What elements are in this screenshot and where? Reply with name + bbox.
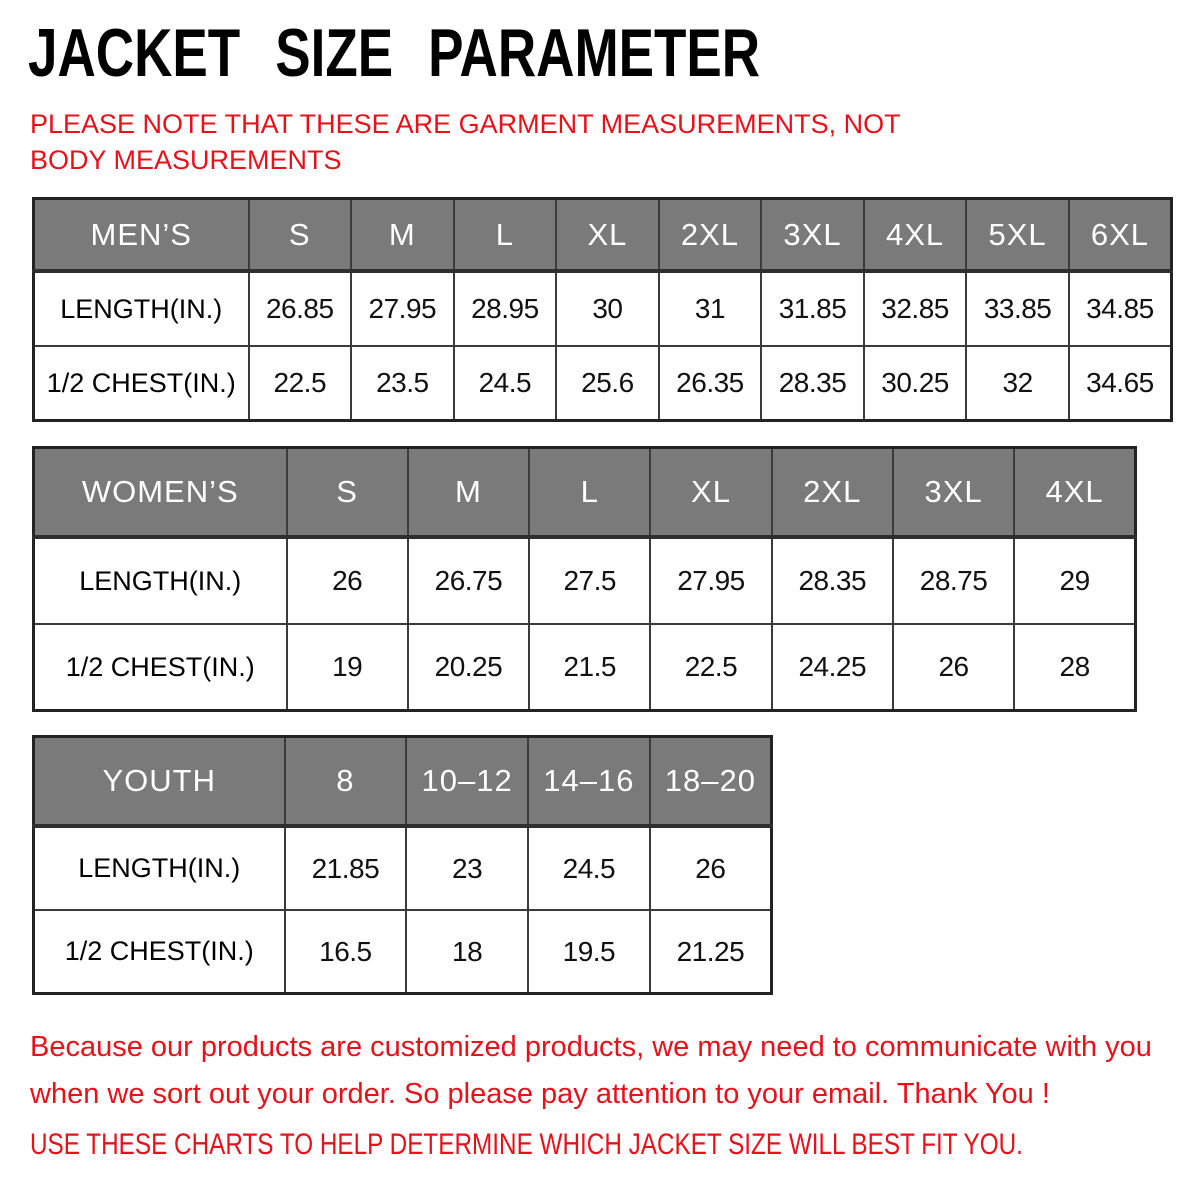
youth-header-row — [34, 737, 772, 827]
size-column-header: 10–12 — [406, 737, 528, 827]
row-label: 1/2 CHEST(IN.) — [34, 910, 285, 994]
size-column-header: L — [454, 199, 557, 272]
size-value-cell: 24.5 — [454, 346, 557, 421]
size-value-cell: 27.95 — [351, 271, 454, 346]
size-value-cell: 16.5 — [285, 910, 407, 994]
size-column-header: 2XL — [659, 199, 762, 272]
customization-note: Because our products are customized products, we may need to communicate with you when we sort out your order. So please pay attention to your email. Thank You ! — [30, 1031, 1152, 1110]
garment-measurement-note: PLEASE NOTE THAT THESE ARE GARMENT MEASUREMENTS, NOT BODY MEASUREMENTS — [30, 109, 901, 176]
size-column-header: S — [287, 448, 408, 538]
size-value-cell: 21.85 — [285, 826, 407, 910]
table-row — [34, 624, 1136, 711]
size-value-cell: 27.5 — [529, 537, 650, 624]
size-value-cell: 25.6 — [556, 346, 659, 421]
youth-size-table-grid — [32, 735, 773, 995]
mens-size-table — [32, 197, 1173, 422]
size-value-cell: 26 — [650, 826, 772, 910]
size-value-cell: 28.35 — [772, 537, 893, 624]
size-value-cell: 32.85 — [864, 271, 967, 346]
size-column-header: S — [249, 199, 352, 272]
size-value-cell: 34.65 — [1069, 346, 1172, 421]
youth-size-table — [32, 735, 773, 995]
row-label: LENGTH(IN.) — [34, 537, 287, 624]
size-value-cell: 19 — [287, 624, 408, 711]
size-value-cell: 30 — [556, 271, 659, 346]
size-column-header: 18–20 — [650, 737, 772, 827]
page-title: JACKET SIZE PARAMETER — [28, 15, 761, 91]
womens-size-table — [32, 446, 1137, 712]
table-row — [34, 826, 772, 910]
size-value-cell: 21.5 — [529, 624, 650, 711]
size-column-header: 8 — [285, 737, 407, 827]
mens-table-title-cell: MEN’S — [34, 199, 249, 272]
size-value-cell: 22.5 — [249, 346, 352, 421]
size-column-header: 4XL — [1014, 448, 1135, 538]
womens-size-table-grid — [32, 446, 1137, 712]
size-column-header: 4XL — [864, 199, 967, 272]
size-column-header: L — [529, 448, 650, 538]
size-value-cell: 26.85 — [249, 271, 352, 346]
row-label: LENGTH(IN.) — [34, 271, 249, 346]
size-value-cell: 20.25 — [408, 624, 529, 711]
youth-table-title-cell: YOUTH — [34, 737, 285, 827]
size-value-cell: 34.85 — [1069, 271, 1172, 346]
size-value-cell: 28.35 — [761, 346, 864, 421]
size-value-cell: 30.25 — [864, 346, 967, 421]
table-row — [34, 271, 1172, 346]
size-value-cell: 32 — [966, 346, 1069, 421]
row-label: 1/2 CHEST(IN.) — [34, 624, 287, 711]
size-column-header: 2XL — [772, 448, 893, 538]
size-value-cell: 28.75 — [893, 537, 1014, 624]
size-value-cell: 23 — [406, 826, 528, 910]
usage-note: USE THESE CHARTS TO HELP DETERMINE WHICH JACKET SIZE WILL BEST FIT YOU. — [30, 1128, 1023, 1161]
size-column-header: 3XL — [893, 448, 1014, 538]
size-value-cell: 28 — [1014, 624, 1135, 711]
size-value-cell: 26.35 — [659, 346, 762, 421]
size-column-header: M — [408, 448, 529, 538]
row-label: LENGTH(IN.) — [34, 826, 285, 910]
size-value-cell: 18 — [406, 910, 528, 994]
size-column-header: 3XL — [761, 199, 864, 272]
size-value-cell: 33.85 — [966, 271, 1069, 346]
size-value-cell: 24.25 — [772, 624, 893, 711]
size-value-cell: 22.5 — [650, 624, 771, 711]
size-column-header: 5XL — [966, 199, 1069, 272]
size-column-header: M — [351, 199, 454, 272]
size-column-header: XL — [650, 448, 771, 538]
size-value-cell: 23.5 — [351, 346, 454, 421]
mens-size-table-grid — [32, 197, 1173, 422]
size-column-header: XL — [556, 199, 659, 272]
size-column-header: 14–16 — [528, 737, 650, 827]
row-label: 1/2 CHEST(IN.) — [34, 346, 249, 421]
mens-header-row — [34, 199, 1172, 272]
size-value-cell: 21.25 — [650, 910, 772, 994]
size-value-cell: 19.5 — [528, 910, 650, 994]
size-column-header: 6XL — [1069, 199, 1172, 272]
table-row — [34, 910, 772, 994]
size-value-cell: 26.75 — [408, 537, 529, 624]
size-value-cell: 28.95 — [454, 271, 557, 346]
womens-table-title-cell: WOMEN’S — [34, 448, 287, 538]
size-value-cell: 31.85 — [761, 271, 864, 346]
size-value-cell: 26 — [893, 624, 1014, 711]
size-value-cell: 31 — [659, 271, 762, 346]
table-row — [34, 346, 1172, 421]
table-row — [34, 537, 1136, 624]
size-value-cell: 24.5 — [528, 826, 650, 910]
size-value-cell: 27.95 — [650, 537, 771, 624]
size-value-cell: 29 — [1014, 537, 1135, 624]
womens-header-row — [34, 448, 1136, 538]
size-value-cell: 26 — [287, 537, 408, 624]
